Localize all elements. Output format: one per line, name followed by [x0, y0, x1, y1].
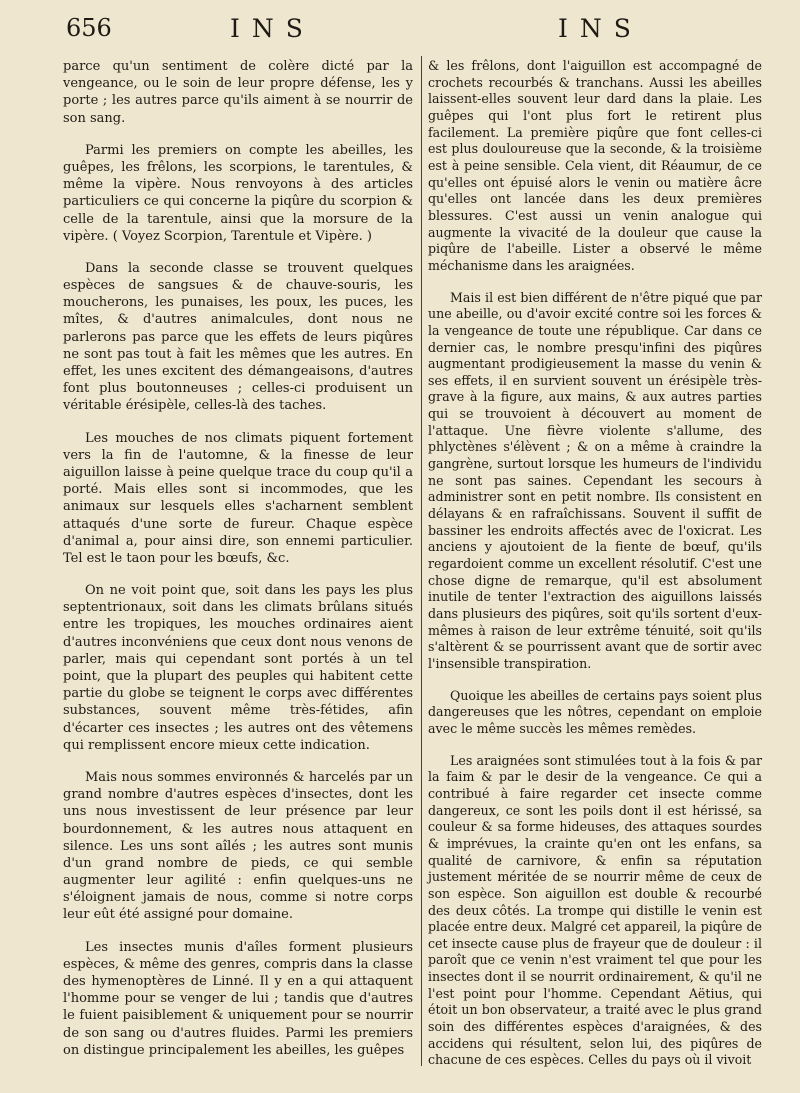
- page-header: [0, 14, 800, 50]
- paragraph: Les mouches de nos climats piquent fortement vers la fin de l'automne, & la finesse de leur aiguillon laisse à peine quelque trace du coup qu'il a porté. Mais elles sont si incommodes, que les animaux sur lesquels elles s'acharnent semblent attaqués d'une sorte de fureur. Chaque espèce d'animal a, pour ainsi dire, son ennemi particulier. Tel est le taon pour les bœufs, &c.: [63, 430, 413, 566]
- paragraph: Les araignées sont stimulées tout à la fois & par la faim & par le desir de la vengeance. Ce qui a contribué à faire regarder cet insecte comme dangereux, ce sont les poils dont il est hérissé, sa couleur & sa forme hideuses, des attaques sourdes & imprévues, la crainte qu'en ont les enfans, sa qualité de carnivore, & enfin sa réputation justement méritée de se nourrir même de ceux de son espèce. Son aiguillon est double & recourbé des deux côtés. La trompe qui distille le venin est placée entre deux. Malgré cet appareil, la piqûre de cet insecte cause plus de frayeur que de douleur : il paroît que ce venin n'est vraiment tel que pour les insectes dont il se nourrit ordinairement, & qu'il ne l'est point pour l'homme. Cependant Aëtius, qui étoit un bon observateur, a traité avec le plus grand soin des différentes espèces d'araignées, & des accidens qui résultent, selon lui, des piqûres de chacune de ces espèces. Celles du pays où il vivoit: [428, 752, 762, 1068]
- paragraph: Mais nous sommes environnés & harcelés par un grand nombre d'autres espèces d'insectes, dont les uns nous investissent de leur présence par leur bourdonnement, & les autres nous attaquent en silence. Les uns sont aîlés ; les autres sont munis d'un grand nombre de pieds, ce qui semble augmenter leur agilité : enfin quelques-uns ne s'éloignent jamais de nous, comme si notre corps leur eût été assigné pour domaine.: [63, 769, 413, 923]
- paragraph: Quoique les abeilles de certains pays soient plus dangereuses que les nôtres, cependant on emploie avec le même succès les mêmes remèdes.: [428, 687, 762, 736]
- page-number: 656: [66, 14, 112, 42]
- right-column: [428, 58, 762, 1069]
- paragraph: Dans la seconde classe se trouvent quelques espèces de sangsues & de chauve-souris, les moucherons, les punaises, les poux, les puces, les mîtes, & d'autres animalcules, dont nous ne parlerons pas parce que les effets de leurs piqûres ne sont pas tout à fait les mêmes que les autres. En effet, les unes excitent des démangeaisons, d'autres font plus boutonneuses ; celles-ci produisent un véritable érésipèle, celles-là des taches.: [63, 260, 413, 414]
- paragraph: Parmi les premiers on compte les abeilles, les guêpes, les frêlons, les scorpions, le tarentules, & même la vipère. Nous renvoyons à des articles particuliers ce qui concerne la piqûre du scorpion & celle de la tarentule, ainsi que la morsure de la vipère. ( Voyez Scorpion, Tarentule et Vipère. ): [63, 142, 413, 244]
- running-head-right: INS: [558, 14, 643, 43]
- paragraph: parce qu'un sentiment de colère dicté par la vengeance, ou le soin de leur propre défense, les y porte ; les autres parce qu'ils aiment à se nourrir de son sang.: [63, 59, 413, 126]
- paragraph: & les frêlons, dont l'aiguillon est accompagné de crochets recourbés & tranchans. Aussi les abeilles laissent-elles souvent leur dard dans la plaie. Les guêpes qui l'ont plus fort le retirent plus facilement. La première piqûre que font celles-ci est plus douloureuse que la seconde, & la troisième est à peine sensible. Cela vient, dit Réaumur, de ce qu'elles ont épuisé alors le venin ou matière âcre qu'elles ont lancée dans les deux premières blessures. C'est aussi un venin analogue qui augmente la vivacité de la douleur que cause la piqûre de l'abeille. Lister a observé le même méchanisme dans les araignées.: [428, 58, 762, 273]
- paragraph: Les insectes munis d'aîles forment plusieurs espèces, & même des genres, compris dans la classe des hymenoptères de Linné. Il y en a qui attaquent l'homme pour se venger de lui ; tandis que d'autres le fuient paisiblement & uniquement pour se nourrir de son sang ou d'autres fluides. Parmi les premiers on distingue principalement les abeilles, les guêpes: [63, 939, 413, 1058]
- running-head-left: INS: [230, 14, 315, 43]
- left-column: [63, 58, 413, 1059]
- paragraph: Mais il est bien différent de n'être piqué que par une abeille, ou d'avoir excité contre soi les forces & la vengeance de toute une république. Car dans ce dernier cas, le nombre presqu'infini des piqûres augmentant prodigieusement la masse du venin & ses effets, il en survient souvent un érésipèle très-grave à la figure, aux mains, & aux autres parties qui se trouvoient à découvert au moment de l'attaque. Une fièvre violente s'allume, des phlyctènes s'élèvent ; & on a même à craindre la gangrène, surtout lorsque les humeurs de l'individu ne sont pas saines. Cependant les secours à administrer sont en petit nombre. Ils consistent en délayans & en rafraîchissans. Souvent il suffit de bassiner les endroits affectés avec de l'oxicrat. Les anciens y ajoutoient de la fiente de bœuf, qu'ils regardoient comme un excellent résolutif. C'est une chose digne de remarque, qu'il est absolument inutile de tenter l'extraction des aiguillons laissés dans plusieurs des piqûres, soit qu'ils sortent d'eux-mêmes à raison de leur extrême ténuité, soit qu'ils s'altèrent & se pourrissent avant que de sortir avec l'insensible transpiration.: [428, 289, 762, 671]
- column-divider: [421, 56, 422, 1066]
- paragraph: On ne voit point que, soit dans les pays les plus septentrionaux, soit dans les climats brûlans situés entre les tropiques, les mouches ordinaires aient d'autres inconvéniens que ceux dont nous venons de parler, mais qui cependant sont portés à un tel point, que la plupart des peuples qui habitent cette partie du globe se teignent le corps avec différentes substances, souvent même très-fétides, afin d'écarter ces insectes ; les autres ont des vêtemens qui remplissent encore mieux cette indication.: [63, 583, 413, 753]
